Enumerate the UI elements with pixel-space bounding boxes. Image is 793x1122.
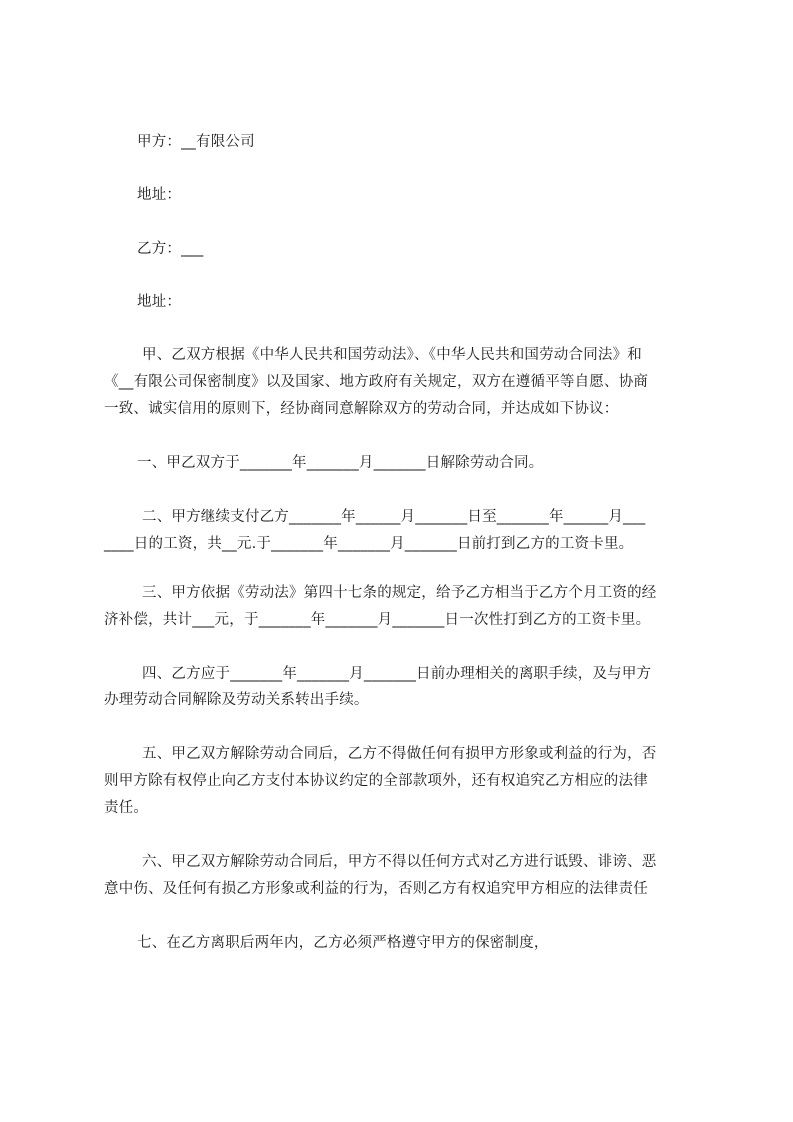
preamble-line: 甲、乙双方根据《中华人民共和国劳动法》、《中华人民共和国劳动合同法》和 — [142, 347, 642, 363]
clause-line: 七、在乙方离职后两年内，乙方必须严格遵守甲方的保密制度， — [137, 935, 549, 951]
clause-line: 四、乙方应于_______年_______月_______日前办理相关的离职手续，及与甲方 — [142, 666, 652, 682]
address-b-line: 地址： — [137, 294, 182, 310]
party-b-line: 乙方：___ — [137, 241, 204, 257]
clause-line: 一、甲乙双方于_______年_______月_______日解除劳动合同。 — [137, 455, 544, 471]
clause-line: 办理劳动合同解除及劳动关系转出手续。 — [104, 692, 369, 708]
clause-line: 责任。 — [104, 800, 149, 816]
clause-line: 二、甲方继续支付乙方_______年______月_______日至_______年______月___ — [142, 509, 646, 525]
party-a-line: 甲方：__有限公司 — [137, 134, 255, 150]
preamble-line: 《__有限公司保密制度》以及国家、地方政府有关规定，双方在遵循平等自愿、协商 — [104, 374, 649, 390]
clause-line: 三、甲方依据《劳动法》第四十七条的规定，给予乙方相当于乙方个月工资的经 — [142, 585, 657, 601]
address-a-line: 地址： — [137, 187, 182, 203]
clause-line: 济补偿，共计___元，于_______年_______月_______日一次性打到乙方的工资卡里。 — [104, 612, 651, 628]
clause-line: 六、甲乙双方解除劳动合同后，甲方不得以任何方式对乙方进行诋毁、诽谤、恶 — [142, 854, 657, 870]
clause-line: 五、甲乙双方解除劳动合同后，乙方不得做任何有损甲方形象或利益的行为，否 — [142, 746, 657, 762]
clause-line: 则甲方除有权停止向乙方支付本协议约定的全部款项外，还有权追究乙方相应的法律 — [104, 773, 648, 789]
clause-line: 意中伤、及任何有损乙方形象或利益的行为，否则乙方有权追究甲方相应的法律责任 — [104, 881, 648, 897]
preamble-line: 一致、诚实信用的原则下，经协商同意解除双方的劳动合同，并达成如下协议： — [104, 401, 619, 417]
clause-line: ____日的工资，共__元.于_______年_______月_______日前打到乙方的工资卡里。 — [104, 536, 634, 552]
